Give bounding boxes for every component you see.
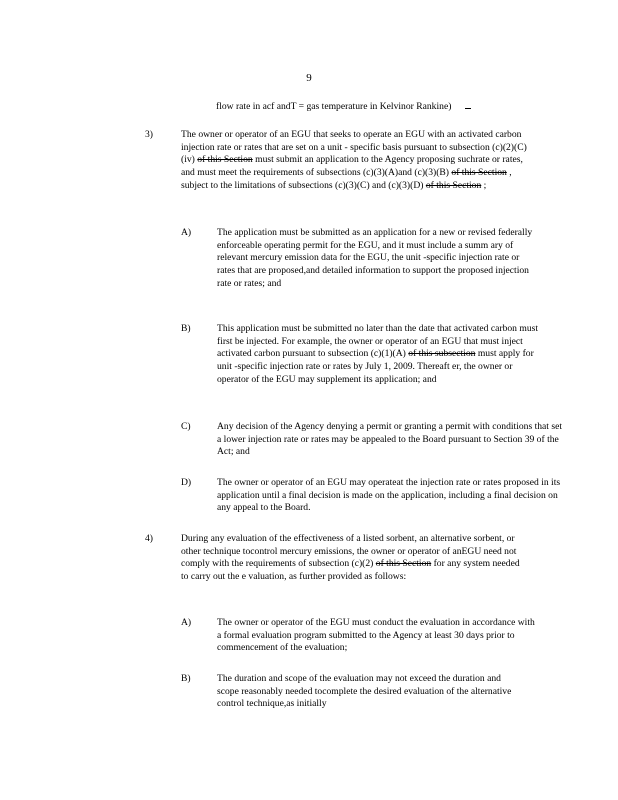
intro-line [216, 100, 546, 114]
item-3-text-3: , subject to the limitations of subsections (c)(3)(C) and (c)(3)(D) [181, 167, 512, 191]
item-4-label: 4) [145, 533, 153, 544]
page-number: 9 [306, 72, 312, 84]
item-3-text-1: The owner or operator of an EGU that seeks to operate an EGU with an activated carbon injection rate or rates that are set on a unit - specific basis pursuant to subsection (c)(2)(C)(iv) [181, 129, 527, 166]
item-4-strike-1: of this Section [375, 558, 432, 570]
item-3-text-2: must submit an application to the Agency proposing suchrate or rates, and must meet the requirements of subsections (c)(3)(A)and (c)(3)(B) [181, 154, 523, 179]
trailing-underline [465, 100, 471, 109]
item-3c-label: C) [181, 421, 191, 432]
item-4b-label: B) [181, 673, 191, 684]
item-3-strike-1: of this Section [197, 154, 253, 166]
item-3a-paragraph: The application must be submitted as an application for a new or revised federally enforceable operating permit for the EGU, and it must include a summ ary of relevant mercury emission data for the EGU, the unit -specific injection rate or rates that are proposed,and detailed information to support the proposed injection rate or rates; and [217, 227, 533, 289]
item-3b-text-a: This application must be submitted no later than the date that activated carbon must first be injected. For example, the owner or operator of an EGU that must inject activated carbon pursuant to subsection (c)(1)(A) [217, 323, 539, 360]
item-3a-label: A) [181, 227, 192, 238]
item-3-label: 3) [145, 129, 153, 140]
item-4a-label: A) [181, 617, 192, 628]
item-4-paragraph [181, 533, 529, 584]
item-3c-paragraph: Any decision of the Agency denying a permit or granting a permit with conditions that set a lower injection rate or rates may be appealed to the Board pursuant to Section 39 of the Act; and [217, 421, 563, 458]
item-3d-label: D) [181, 477, 192, 488]
item-4-text-1: During any evaluation of the effectiveness of a listed sorbent, an alternative sorbent, or other technique tocontrol mercury emissions, the owner or operator of anEGU need not comply with the requirements of subsection (c)(2) [181, 533, 517, 570]
item-3b-label: B) [181, 323, 191, 334]
item-4a-paragraph: The owner or operator of the EGU must conduct the evaluation in accordance with a formal evaluation program submitted to the Agency at least 30 days prior to commencement of the evaluation; [217, 617, 535, 654]
item-4b-paragraph: The duration and scope of the evaluation may not exceed the duration and scope reasonably needed tocomplete the desired evaluation of the alternative control technique,as initially [217, 673, 512, 710]
item-3d-paragraph: The owner or operator of an EGU may operateat the injection rate or rates proposed in its application until a final decision is made on the application, including a final decision on any appeal to the Board. [217, 477, 561, 514]
item-3b-strike: of this subsection [408, 348, 476, 360]
item-3b-text-b: must apply for unit -specific injection rate or rates by July 1, 2009. Thereaft er, the owner or operator of the EGU may supplement its application; and [217, 348, 534, 385]
intro-line-text: flow rate in acf andT = gas temperature in Kelvinor Rankine) [216, 101, 452, 112]
item-3-text-4: ; [481, 179, 487, 191]
item-3-strike-2: of this Section [451, 167, 507, 179]
item-3-paragraph [181, 129, 537, 193]
item-4-text-2: for any system needed to carry out the e valuation, as further provided as follows: [181, 558, 520, 583]
item-3-strike-3: of this Section [425, 179, 482, 191]
item-3b-paragraph [217, 323, 539, 387]
